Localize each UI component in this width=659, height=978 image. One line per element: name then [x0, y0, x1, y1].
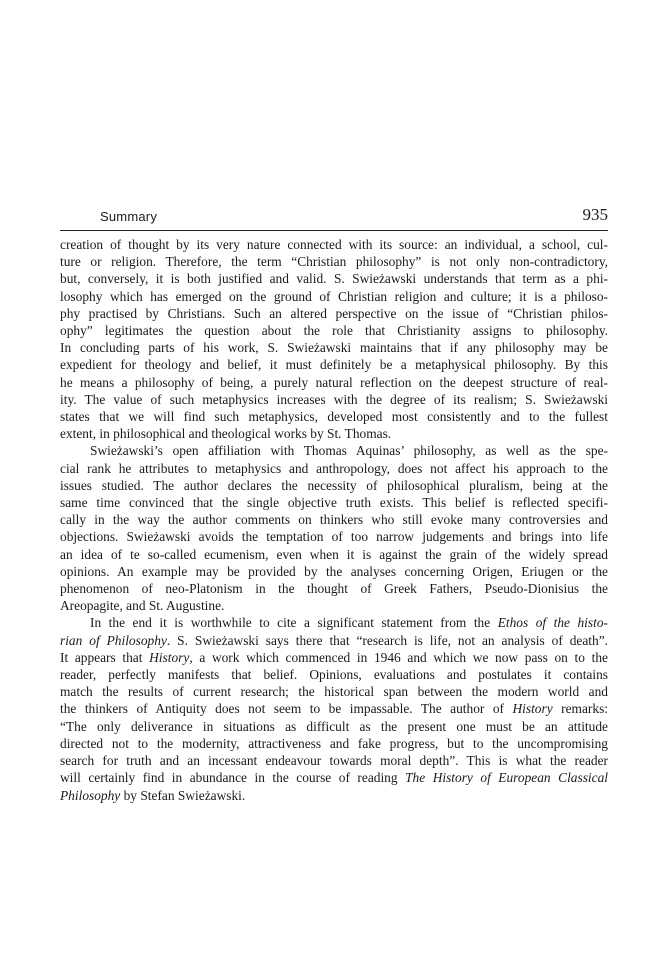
text-run: will certainly find in abundance in the course of reading [60, 770, 406, 786]
text-line: “The only deliverance in situations as difficult as the present one must be an attitude [60, 718, 608, 734]
book-title: Philosophy [60, 787, 121, 803]
text-line: states that we will find such metaphysics, developed most consistently and to the fullest [60, 409, 608, 425]
running-head [60, 204, 608, 228]
text-line [60, 769, 608, 786]
text-line: but, conversely, it is both justified and valid. S. Swieżawski understands that term as a phi- [60, 271, 608, 287]
text-line: same time convinced that the single objective truth exists. This belief is reflected specifi- [60, 495, 608, 511]
text-line: reader, perfectly manifests that belief. Opinions, evaluations and postulates it contains [60, 667, 608, 683]
text-line: match the results of current research; the historical span between the modern world and [60, 684, 608, 700]
text-run: remarks: [552, 701, 608, 717]
text-run: the thinkers of Antiquity does not seem to be impassable. The author of [60, 701, 513, 717]
paragraph-1 [60, 236, 608, 442]
text-run: by Stefan Swieżawski. [120, 787, 246, 803]
body-text [60, 236, 608, 804]
text-run: . S. Swieżawski says there that “research is life, not an analysis of death”. [166, 632, 608, 648]
header-rule [60, 230, 608, 231]
text-line: objections. Swieżawski avoids the temptation of too narrow judgements and brings into life [60, 529, 608, 545]
text-line: phy practised by Christians. Such an altered perspective on the issue of “Christian philos- [60, 305, 608, 321]
text-line: an idea of te so-called ecumenism, even when it is against the grain of the widely spread [60, 546, 608, 562]
paragraph-2 [60, 442, 608, 614]
text-line: Swieżawski’s open affiliation with Thomas Aquinas’ philosophy, as well as the spe- [90, 443, 608, 459]
text-line: losophy which has emerged on the ground of Christian religion and culture; it is a philoso- [60, 288, 608, 304]
text-line [60, 632, 608, 649]
text-run: , a work which commenced in 1946 and which we now pass on to the [189, 649, 608, 665]
section-title: Summary [100, 209, 158, 224]
book-title: The History of European Classical [405, 770, 608, 786]
paragraph-3 [60, 614, 608, 803]
text-line: ture or religion. Therefore, the term “Christian philosophy” is not only non-contradictory, [60, 254, 608, 270]
text-line [60, 649, 608, 666]
text-line: issues studied. The author declares the necessity of philosophical pluralism, being at the [60, 477, 608, 493]
text-line: ophy” legitimates the question about the role that Christianity assigns to philosophy. [60, 323, 608, 339]
text-line: phenomenon of neo-Platonism in the thought of Greek Fathers, Pseudo-Dionisius the [60, 581, 608, 597]
text-line [60, 700, 608, 717]
text-line: directed not to the modernity, attractiveness and fake progress, but to the uncompromising [60, 735, 608, 751]
text-line: extent, in philosophical and theological works by St. Thomas. [60, 426, 392, 442]
page-number: 935 [582, 205, 608, 224]
text-line [60, 787, 608, 804]
text-run: It appears that [60, 649, 150, 665]
text-line: cial rank he attributes to metaphysics and anthropology, does not affect his approach to the [60, 460, 608, 476]
text-line: Areopagite, and St. Augustine. [60, 598, 225, 614]
book-title: rian of Philosophy [60, 632, 167, 648]
text-line: In concluding parts of his work, S. Swieżawski maintains that if any philosophy may be [60, 340, 608, 356]
book-title: History [512, 701, 553, 717]
text-line: cally in the way the author comments on thinkers who still evoke many controversies and [60, 512, 608, 528]
text-run: In the end it is worthwhile to cite a significant statement from the [90, 615, 498, 631]
text-line: opinions. An example may be provided by the analyses concerning Origen, Eriugen or the [60, 563, 608, 579]
text-line: expedient for theology and belief, it must definitely be a metaphysical philosophy. By this [60, 357, 608, 373]
text-line [60, 614, 608, 631]
text-line: creation of thought by its very nature connected with its source: an individual, a school, cul- [60, 237, 608, 252]
text-line: search for truth and an incessant endeavour towards moral depth”. This is what the reader [60, 753, 608, 769]
book-title: Ethos of the histo- [497, 615, 608, 631]
book-title: History [149, 649, 190, 665]
text-line: he means a philosophy of being, a purely natural reflection on the deepest structure of real- [60, 374, 608, 390]
text-line: ity. The value of such metaphysics increases with the degree of its realism; S. Swieżawski [60, 391, 608, 407]
